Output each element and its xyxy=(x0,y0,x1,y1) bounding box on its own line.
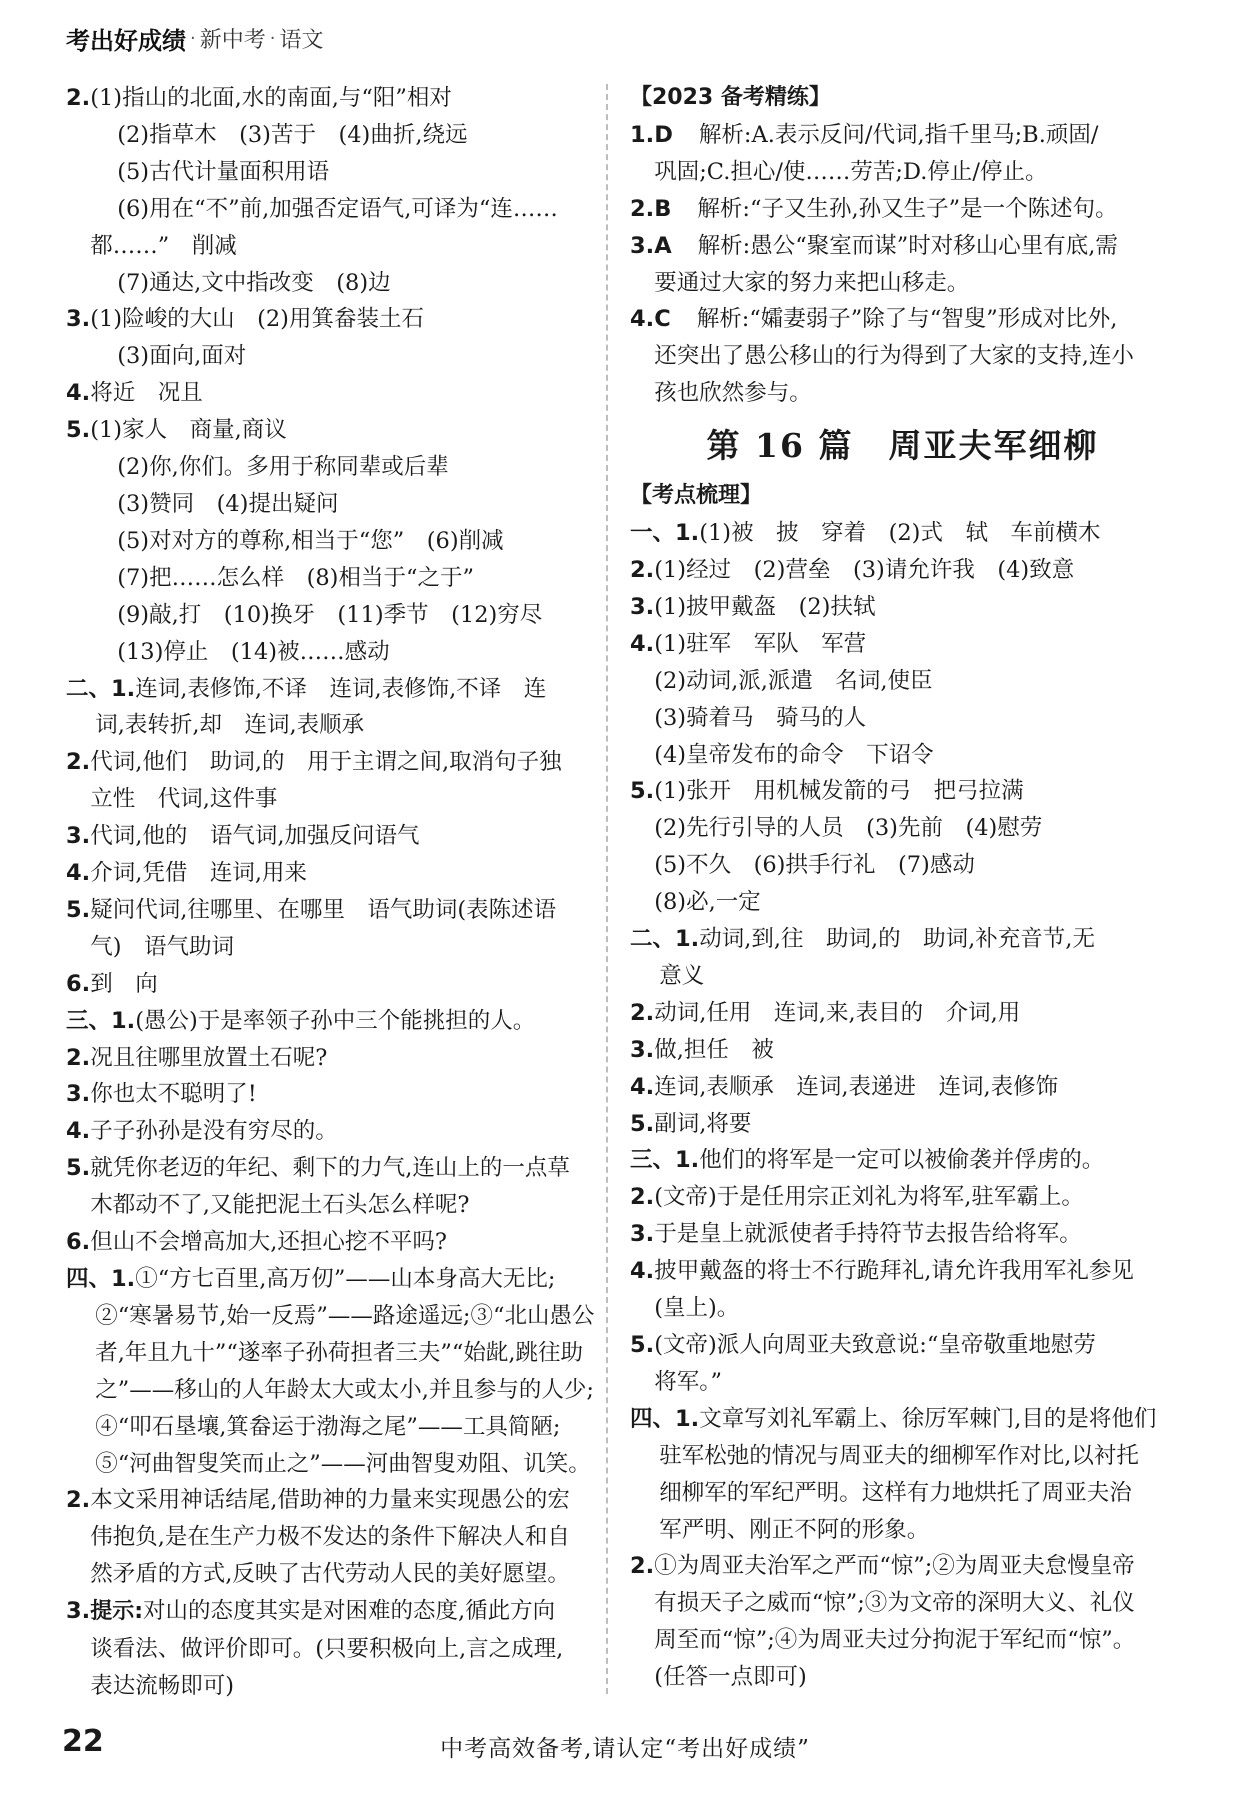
answer-item xyxy=(630,1032,1175,1069)
answer-text: 解析:A.表示反问/代词,指千里马;B.顽固/ xyxy=(698,121,1099,148)
item-number: 2. xyxy=(66,749,91,776)
item-number: 2. xyxy=(630,556,655,583)
item-number: 3. xyxy=(630,1221,655,1248)
item-number: 二、1. xyxy=(66,675,136,702)
item-number: 2. xyxy=(66,1044,91,1071)
item-number: 2. xyxy=(630,999,655,1026)
answer-line: ①为周亚夫治军之严而“惊”;②为周亚夫怠慢皇帝 xyxy=(654,1553,1135,1580)
answer-item xyxy=(66,1482,606,1593)
item-number: 5. xyxy=(630,1332,655,1358)
answer-item xyxy=(630,589,1175,626)
answer-line: 动词,任用 连词,来,表目的 介词,用 xyxy=(654,999,1021,1026)
answer-text: 解析:愚公“聚室而谋”时对移山心里有底,需 xyxy=(697,232,1118,259)
answer-line: 动词,到,往 助词,的 助词,补充音节,无 xyxy=(699,926,1095,953)
column-divider xyxy=(606,84,608,1694)
answer-line: 军严明、刚正不阿的形象。 xyxy=(659,1516,930,1543)
answer-item xyxy=(66,301,606,375)
item-number: 3. xyxy=(66,306,91,333)
answer-line: 介词,凭借 连词,用来 xyxy=(90,860,308,887)
answer-line: 但山不会增高加大,还担心挖不平吗? xyxy=(90,1229,447,1256)
answer-item xyxy=(66,671,606,745)
answer-line xyxy=(654,117,1175,154)
answer-item xyxy=(630,1216,1175,1253)
answer-line: 要通过大家的努力来把山移走。 xyxy=(654,269,970,296)
answer-line: 者,年且九十”“遂率子孙荷担者三夫”“始龀,跳往助 xyxy=(95,1339,584,1366)
answer-line: (5)古代计量面积用语 xyxy=(117,158,330,185)
answer-line xyxy=(654,228,1175,265)
answer-line: 词,表转折,却 连词,表顺承 xyxy=(95,712,365,739)
answer-line: 到 向 xyxy=(90,970,158,997)
item-number: 1. xyxy=(630,121,655,148)
answer-item xyxy=(630,117,1175,191)
answer-line: 你也太不聪明了! xyxy=(90,1081,257,1108)
answer-item xyxy=(66,1150,606,1224)
answer-line: 代词,他的 语气词,加强反问语气 xyxy=(90,823,420,850)
answer-line: (13)停止 (14)被……感动 xyxy=(117,638,390,665)
item-number: 二、1. xyxy=(630,926,700,953)
answer-line: 连词,表顺承 连词,表递进 连词,表修饰 xyxy=(654,1073,1059,1100)
answer-line: 于是皇上就派使者手持符节去报告给将军。 xyxy=(654,1221,1082,1248)
answer-line: 木都动不了,又能把泥土石头怎么样呢? xyxy=(90,1192,470,1219)
left-column xyxy=(66,80,606,1705)
item-number: 4. xyxy=(630,1258,655,1285)
answer-line: (愚公)于是率领子孙中三个能挑担的人。 xyxy=(135,1007,536,1034)
answer-line: 做,担任 被 xyxy=(654,1036,774,1063)
answer-item xyxy=(66,1224,606,1261)
item-number: 4. xyxy=(630,1073,655,1100)
answer-line: (2)先行引导的人员 (3)先前 (4)慰劳 xyxy=(654,815,1043,842)
answer-line: ①“方七百里,高万仞”——山本身高大无比; xyxy=(135,1266,556,1292)
answer-line: (3)骑着马 骑马的人 xyxy=(654,704,867,731)
answer-choice: B xyxy=(654,195,672,222)
item-number: 一、1. xyxy=(630,520,700,547)
answer-item xyxy=(66,1003,606,1040)
item-number: 3. xyxy=(66,823,91,850)
header-separator: · xyxy=(269,27,276,49)
item-number: 3. xyxy=(630,593,655,620)
hint-tag: 提示: xyxy=(90,1599,144,1625)
answer-line: (1)张开 用机械发箭的弓 把弓拉满 xyxy=(654,778,1024,805)
item-number: 6. xyxy=(66,1229,91,1256)
item-number: 5. xyxy=(66,896,91,923)
answer-line: 子子孙孙是没有穷尽的。 xyxy=(90,1118,338,1145)
answer-line: ②“寒暑易节,始一反焉”——路途遥远;③“北山愚公 xyxy=(95,1302,595,1329)
answer-item xyxy=(630,1548,1175,1696)
answer-item xyxy=(630,995,1175,1032)
answer-item xyxy=(630,1142,1175,1179)
chapter-title: 第 16 篇 周亚夫军细柳 xyxy=(706,426,1099,466)
answer-item xyxy=(66,966,606,1003)
answer-line: 周至而“惊”;④为周亚夫过分拘泥于军纪而“惊”。 xyxy=(654,1627,1136,1654)
right-column xyxy=(630,80,1175,1696)
answer-line: 代词,他们 助词,的 用于主谓之间,取消句子独 xyxy=(90,749,562,776)
page-header xyxy=(66,18,324,58)
answer-item xyxy=(630,552,1175,589)
item-number: 4. xyxy=(66,1118,91,1145)
answer-line: 立性 代词,这件事 xyxy=(90,786,278,813)
answer-item xyxy=(66,1261,606,1482)
answer-line: (1)被 披 穿着 (2)式 轼 车前横木 xyxy=(699,520,1101,547)
answer-line xyxy=(654,301,1175,338)
answer-line: (皇上)。 xyxy=(654,1295,740,1322)
answer-item xyxy=(66,818,606,855)
page-number: 22 xyxy=(62,1724,104,1759)
answer-line: (文帝)派人向周亚夫致意说:“皇帝敬重地慰劳 xyxy=(654,1332,1096,1358)
answer-item xyxy=(66,80,606,301)
answer-line: 疑问代词,往哪里、在哪里 语气助词(表陈述语 xyxy=(90,896,557,923)
answer-choice: A xyxy=(654,232,672,259)
answer-line: 谈看法、做评价即可。(只要积极向上,言之成理, xyxy=(90,1636,564,1663)
answer-item xyxy=(630,191,1175,228)
answer-item xyxy=(66,744,606,818)
item-number: 4. xyxy=(630,630,655,657)
footer-slogan: 中考高效备考,请认定“考出好成绩” xyxy=(440,1736,810,1762)
item-number: 6. xyxy=(66,970,91,997)
section-tag-prep: 【2023 备考精练】 xyxy=(630,85,831,110)
item-number: 3. xyxy=(66,1081,91,1108)
answer-line: (1)驻军 军队 军营 xyxy=(654,630,867,657)
answer-line: (2)动词,派,派遣 名词,使臣 xyxy=(654,667,933,694)
item-number: 5. xyxy=(630,1110,655,1137)
answer-line: 就凭你老迈的年纪、剩下的力气,连山上的一点草 xyxy=(90,1155,570,1182)
section-tag-points: 【考点梳理】 xyxy=(630,483,763,509)
item-number: 3. xyxy=(630,232,655,259)
item-number: 2. xyxy=(630,1184,655,1211)
answer-line: 巩固;C.担心/使……劳苦;D.停止/停止。 xyxy=(654,158,1048,185)
answer-line: (2)指草木 (3)苦于 (4)曲折,绕远 xyxy=(117,121,468,148)
answer-item xyxy=(630,1327,1175,1401)
answer-line: (8)必,一定 xyxy=(654,889,761,916)
answer-line: 孩也欣然参与。 xyxy=(654,380,812,407)
answer-line: 驻军松弛的情况与周亚夫的细柳军作对比,以衬托 xyxy=(659,1442,1139,1469)
item-number: 3. xyxy=(630,1036,655,1063)
answer-line: (7)把……怎么样 (8)相当于“之于” xyxy=(117,564,474,591)
item-number: 3. xyxy=(66,1598,91,1625)
item-number: 四、1. xyxy=(630,1405,700,1432)
answer-item xyxy=(66,412,606,670)
answer-line: 意义 xyxy=(659,962,705,989)
item-number: 4. xyxy=(66,380,91,407)
answer-item xyxy=(630,1179,1175,1216)
answer-line: 况且往哪里放置土石呢? xyxy=(90,1044,328,1071)
answer-line: 气) 语气助词 xyxy=(90,933,234,960)
answer-line: ⑤“河曲智叟笑而止之”——河曲智叟劝阻、讥笑。 xyxy=(95,1450,591,1477)
answer-item xyxy=(630,515,1175,552)
item-number: 2. xyxy=(66,1487,91,1514)
answer-item xyxy=(630,301,1175,412)
answer-line: (7)通达,文中指改变 (8)边 xyxy=(117,269,391,296)
item-number: 5. xyxy=(66,1155,91,1182)
answer-line: 然矛盾的方式,反映了古代劳动人民的美好愿望。 xyxy=(90,1561,570,1588)
answer-line: (1)经过 (2)营垒 (3)请允许我 (4)致意 xyxy=(654,556,1075,583)
answer-line: 连词,表修饰,不译 连词,表修饰,不译 连 xyxy=(135,675,547,702)
answer-line xyxy=(90,1593,606,1631)
answer-line: (1)险峻的大山 (2)用箕畚装土石 xyxy=(90,306,424,333)
answer-line: (9)敲,打 (10)换牙 (11)季节 (12)穷尽 xyxy=(117,601,543,628)
answer-line: 还突出了愚公移山的行为得到了大家的支持,连小 xyxy=(654,343,1134,370)
item-number: 2. xyxy=(630,1553,655,1580)
answer-line: 副词,将要 xyxy=(654,1110,752,1137)
answer-item xyxy=(630,626,1175,774)
item-number: 5. xyxy=(630,778,655,805)
answer-line: (1)家人 商量,商议 xyxy=(90,417,287,444)
answer-line: 之”——移山的人年龄太大或太小,并且参与的人少; xyxy=(95,1376,594,1403)
answer-item xyxy=(630,921,1175,995)
answer-line: 本文采用神话结尾,借助神的力量来实现愚公的宏 xyxy=(90,1487,570,1514)
answer-line: ④“叩石垦壤,箕畚运于渤海之尾”——工具简陋; xyxy=(95,1413,561,1440)
answer-line xyxy=(654,191,1175,228)
item-number: 三、1. xyxy=(66,1007,136,1034)
answer-item xyxy=(630,1253,1175,1327)
answer-line: 他们的将军是一定可以被偷袭并俘虏的。 xyxy=(699,1147,1105,1174)
answer-line: 表达流畅即可) xyxy=(90,1672,234,1699)
answer-line: 有损天子之威而“惊”;③为文帝的深明大义、礼仪 xyxy=(654,1590,1135,1617)
answer-line: 细柳军的军纪严明。这样有力地烘托了周亚夫治 xyxy=(659,1479,1132,1506)
answer-text: 解析:“子又生孙,孙又生子”是一个陈述句。 xyxy=(697,195,1118,222)
answer-line: 伟抱负,是在生产力极不发达的条件下解决人和自 xyxy=(90,1524,570,1551)
answer-line: 披甲戴盔的将士不行跪拜礼,请允许我用军礼参见 xyxy=(654,1258,1134,1285)
answer-item xyxy=(630,1106,1175,1143)
answer-choice: C xyxy=(654,306,671,333)
answer-line: (3)赞同 (4)提出疑问 xyxy=(117,490,339,517)
header-subject: 语文 xyxy=(279,27,324,53)
header-series: 新中考 xyxy=(199,27,266,53)
answer-line: 将近 况且 xyxy=(90,380,203,407)
answer-item xyxy=(66,1040,606,1077)
answer-item xyxy=(66,855,606,892)
answer-text: 对山的态度其实是对困难的态度,循此方向 xyxy=(143,1598,556,1625)
answer-line: (1)指山的北面,水的南面,与“阳”相对 xyxy=(90,85,452,111)
item-number: 2. xyxy=(66,85,91,111)
answer-item xyxy=(630,228,1175,302)
header-separator: · xyxy=(190,27,196,49)
answer-line: (5)对对方的尊称,相当于“您” (6)削减 xyxy=(117,527,504,554)
answer-item xyxy=(630,1069,1175,1106)
answer-item xyxy=(630,1401,1175,1549)
answer-choice: D xyxy=(654,121,673,148)
answer-item xyxy=(66,1076,606,1113)
answer-line: (2)你,你们。多用于称同辈或后辈 xyxy=(117,454,449,481)
item-number: 4. xyxy=(630,306,655,333)
answer-line: (3)面向,面对 xyxy=(117,343,247,370)
item-number: 5. xyxy=(66,417,91,444)
item-number: 2. xyxy=(630,195,655,222)
answer-line: (5)不久 (6)拱手行礼 (7)感动 xyxy=(654,852,975,879)
brand-title: 考出好成绩 xyxy=(66,26,186,55)
answer-line: (1)披甲戴盔 (2)扶轼 xyxy=(654,593,876,620)
answer-line: 都……” 削减 xyxy=(90,232,237,259)
answer-line: 文章写刘礼军霸上、徐厉军棘门,目的是将他们 xyxy=(699,1405,1157,1432)
answer-item xyxy=(66,375,606,412)
answer-line: (任答一点即可) xyxy=(654,1664,807,1691)
item-number: 三、1. xyxy=(630,1147,700,1174)
answer-item xyxy=(66,1113,606,1150)
item-number: 4. xyxy=(66,860,91,887)
item-number: 四、1. xyxy=(66,1266,136,1292)
answer-line: (4)皇帝发布的命令 下诏令 xyxy=(654,741,934,768)
answer-line: 将军。” xyxy=(654,1368,722,1395)
answer-item xyxy=(66,1593,606,1705)
answer-item xyxy=(630,773,1175,921)
answer-item xyxy=(66,892,606,966)
page-footer xyxy=(0,1720,1250,1780)
answer-line: (6)用在“不”前,加强否定语气,可译为“连…… xyxy=(117,195,558,222)
answer-line: (文帝)于是任用宗正刘礼为将军,驻军霸上。 xyxy=(654,1184,1084,1211)
answer-text: 解析:“孀妻弱子”除了与“智叟”形成对比外, xyxy=(696,306,1118,333)
